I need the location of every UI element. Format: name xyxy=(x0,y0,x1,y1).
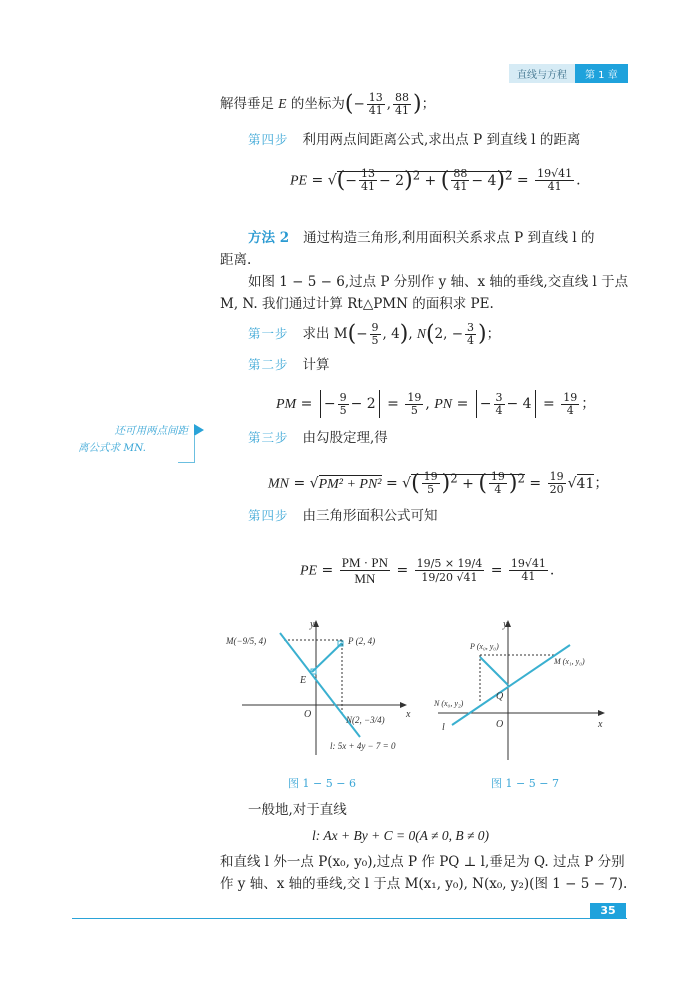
step-text: 由三角形面积公式可知 xyxy=(302,508,438,524)
step-label: 第四步 xyxy=(248,508,289,523)
equation-mn: MN = √PM² + PN² = √( $\frac{19}{5}$ )$^2$ + ( $\frac{19}{4}$ )$^2$ = $\frac{19}{20}$ √41； xyxy=(268,470,609,497)
sign: − xyxy=(353,96,365,112)
svg-text:N(2, −3/4): N(2, −3/4) xyxy=(346,715,385,725)
sidenote-bracket xyxy=(194,436,195,462)
sidenote-line: 还可用两点间距 xyxy=(114,425,188,437)
arrow-flag-icon xyxy=(194,424,204,436)
svg-text:l: l xyxy=(442,722,445,733)
svg-text:M (x₁, y₀): M (x₁, y₀) xyxy=(554,657,585,666)
fraction: $\frac{88}{41}$ xyxy=(395,91,410,117)
step-three xyxy=(248,428,388,448)
figure-caption: 图 1 − 5 − 7 xyxy=(491,777,559,790)
general-line: 和直线 l 外一点 P(x₀, y₀),过点 P 作 PQ ⊥ l,垂足为 Q. 过点 P 分别 xyxy=(220,854,625,870)
general-intro: 一般地,对于直线 xyxy=(248,802,347,818)
svg-text:M(−9/5, 4): M(−9/5, 4) xyxy=(226,636,267,646)
svg-text:Q: Q xyxy=(496,691,504,702)
chapter-title: 直线与方程 xyxy=(509,64,575,83)
general-equation: l: Ax + By + C = 0(A ≠ 0, B ≠ 0) xyxy=(312,828,489,843)
step-text: 由勾股定理,得 xyxy=(302,430,388,446)
svg-text:O: O xyxy=(304,709,312,720)
step-label: 第三步 xyxy=(248,430,289,445)
figure-caption: 图 1 − 5 − 6 xyxy=(288,777,356,790)
svg-text:N (x₀, y₂): N (x₀, y₂) xyxy=(434,699,464,708)
svg-text:y: y xyxy=(310,619,315,630)
text: 解得垂足 xyxy=(220,96,279,112)
step-four-b xyxy=(248,506,438,526)
step-text: 计算 xyxy=(302,357,330,373)
svg-text:x: x xyxy=(406,709,411,720)
var-e: E xyxy=(278,96,287,111)
sidenote-line: 离公式求 MN. xyxy=(78,442,146,454)
svg-text:y: y xyxy=(503,619,508,630)
equation-pe-area: PE = $\frac{PM \cdot PN}{MN}$ = $\frac{19/5 \times 19/4}{19/20 √41}$ = $\frac{19√41}{41}$ . xyxy=(300,555,555,586)
step-four-a xyxy=(248,130,580,150)
sidenote-bracket xyxy=(178,462,195,463)
text: 的坐标为 xyxy=(286,96,345,112)
sidenote xyxy=(78,423,188,457)
method-two xyxy=(248,228,594,248)
running-header xyxy=(509,64,628,83)
svg-text:P (2, 4): P (2, 4) xyxy=(348,636,376,646)
svg-text:l: 5x + 4y − 7 = 0: l: 5x + 4y − 7 = 0 xyxy=(330,741,396,751)
step-text: 求出 M xyxy=(302,326,348,342)
fraction: $\frac{13}{41}$ xyxy=(368,91,383,117)
text: ； xyxy=(421,96,436,112)
svg-text:P (x₀, y₀): P (x₀, y₀) xyxy=(470,642,499,651)
step-one: 第一步 求出 M(− $\frac{9}{5}$ , 4), N(2, − $\frac{3}{4}$ )； xyxy=(248,321,501,347)
equation-pe-distance: PE = √(− $\frac{13}{41}$ − 2)$^2$ + ( $\frac{88}{41}$ − 4)$^2$ = $\frac{19√41}{41}$ . xyxy=(290,167,581,194)
method-text: 通过构造三角形,利用面积关系求点 P 到直线 l 的 xyxy=(303,230,595,246)
coordinate-diagram xyxy=(222,615,422,765)
page-number: 35 xyxy=(590,903,626,919)
coordinate-diagram xyxy=(430,615,620,765)
svg-text:O: O xyxy=(496,719,504,730)
figure-1-5-7 xyxy=(430,615,620,790)
method-two-cont: 距离. xyxy=(220,252,252,268)
paragraph-line: 如图 1 − 5 − 6,过点 P 分别作 y 轴、x 轴的垂线,交直线 l 于点 xyxy=(248,274,629,290)
svg-text:x: x xyxy=(598,719,603,730)
step-label: 第二步 xyxy=(248,357,289,372)
footer-rule xyxy=(72,918,627,919)
equation-pm-pn: PM = − $\frac{9}{5}$ − 2 = $\frac{19}{5}$ , PN = − $\frac{3}{4}$ − 4 = $\frac{19}{4}$ ； xyxy=(276,390,596,417)
step-label: 第一步 xyxy=(248,326,289,341)
paragraph-line: M, N. 我们通过计算 Rt△PMN 的面积求 PE. xyxy=(220,296,494,312)
chapter-number: 第 1 章 xyxy=(575,64,628,83)
step-two xyxy=(248,355,330,375)
method-label: 方法 2 xyxy=(248,230,290,246)
foot-coordinate-line: 解得垂足 E 的坐标为(− $\frac{13}{41}$ , $\frac{88}{41}$ )； xyxy=(220,91,436,117)
step-text: 利用两点间距离公式,求出点 P 到直线 l 的距离 xyxy=(302,132,581,148)
general-line: 作 y 轴、x 轴的垂线,交 l 于点 M(x₁, y₀), N(x₀, y₂)(图 1 − 5 − 7). xyxy=(220,876,628,892)
figure-1-5-6 xyxy=(222,615,422,790)
svg-text:E: E xyxy=(300,675,307,686)
step-label: 第四步 xyxy=(248,132,289,147)
